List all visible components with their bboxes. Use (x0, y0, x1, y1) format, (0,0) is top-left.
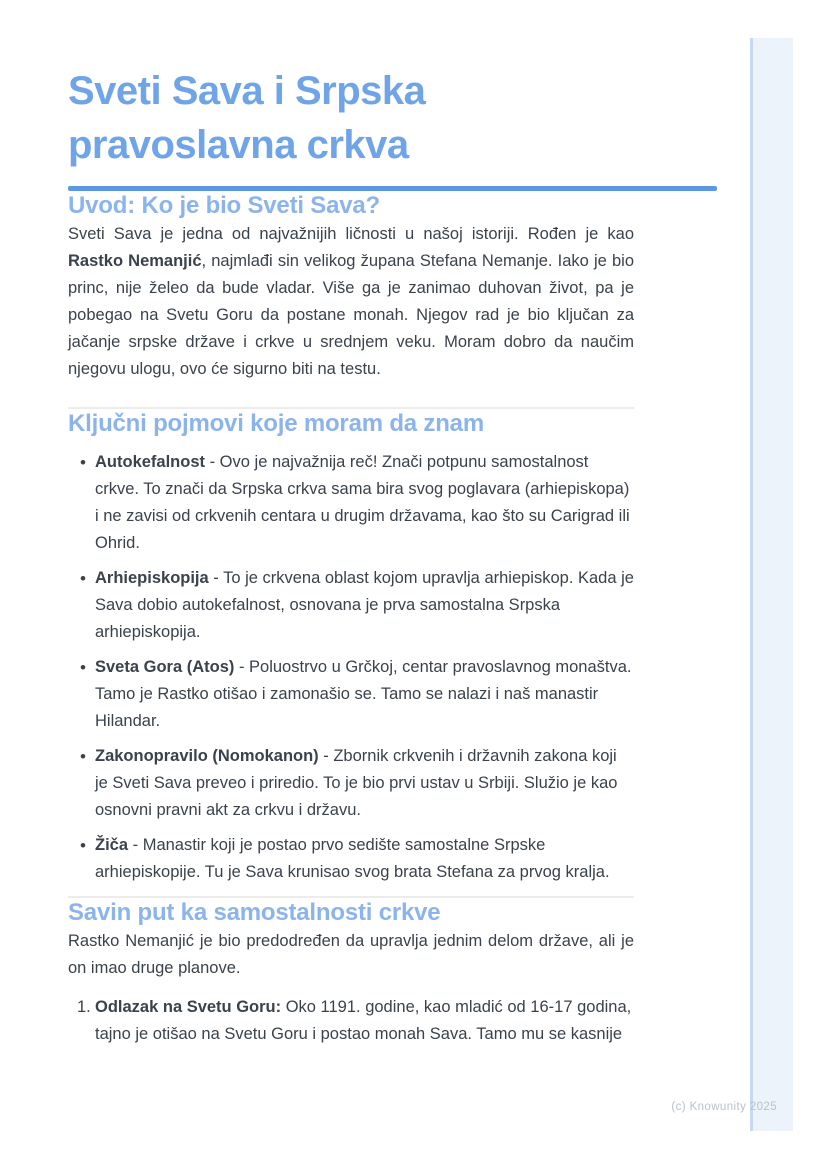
term-definition: - To je crkvena oblast kojom upravlja arhiepiskop. Kada je Sava dobio autokefalnost, osnovana je prva samostalna Srpska arhiepiskopija. (95, 569, 634, 641)
intro-paragraph-run-2: , najmlađi sin velikog župana Stefana Nemanje. Iako je bio princ, nije želeo da bude vladar. Više ga je zanimao duhovan život, pa je pobegao na Svetu Goru da postane monah. Njegov rad je bio ključan za jačanje srpske države i crkve u srednjem veku. Moram dobro da naučim njegovu ulogu, ovo će sigurno biti na testu. (68, 252, 635, 378)
path-intro-paragraph: Rastko Nemanjić je bio predodređen da upravlja jednim delom države, ali je on imao druge planove. (68, 932, 634, 977)
list-item (68, 565, 634, 646)
term-label: Odlazak na Svetu Goru: (95, 998, 282, 1016)
list-item (68, 654, 634, 735)
section-heading-savin-put: Savin put ka samostalnosti crkve (68, 899, 441, 926)
numbered-list-item (68, 994, 634, 1048)
term-definition: - Manastir koji je postao prvo sedište samostalne Srpske arhiepiskopije. Tu je Sava krunisao svog brata Stefana za prvog kralja. (95, 836, 610, 881)
list-item (68, 832, 634, 886)
document-page (68, 0, 634, 1048)
term-label: Zakonopravilo (Nomokanon) (95, 747, 319, 765)
key-terms-list (68, 449, 634, 886)
page-title: Sveti Sava i Srpska pravoslavna crkva (68, 69, 426, 167)
term-definition: - Ovo je najvažnija reč! Znači potpunu samostalnost crkve. To znači da Srpska crkva sama bira svog poglavara (arhiepiskopa) i ne zavisi od crkvenih centara u drugim državama, kao što su Carigrad ili Ohrid. (95, 453, 630, 552)
copyright-watermark: (c) Knowunity 2025 (671, 1101, 777, 1113)
section-heading-pojmovi: Ključni pojmovi koje moram da znam (68, 410, 484, 437)
intro-paragraph-bold-term: Rastko Nemanjić (68, 252, 202, 270)
intro-paragraph (68, 221, 634, 383)
term-definition: - Poluostrvo u Grčkoj, centar pravoslavnog monaštva. Tamo je Rastko otišao i zamonašio se. Tamo se nalazi i naš manastir Hilandar. (95, 658, 632, 730)
item-number: 1. (77, 998, 91, 1016)
intro-paragraph-run-1: Sveti Sava je jedna od najvažnijih ličnosti u našoj istoriji. Rođen je kao (68, 225, 634, 243)
term-definition: - Zbornik crkvenih i državnih zakona koji je Sveti Sava preveo i priredio. To je bio prvi ustav u Srbiji. Služio je kao osnovni pravni akt za crkvu i državu. (95, 747, 618, 819)
list-item (68, 743, 634, 824)
section-heading-uvod: Uvod: Ko je bio Sveti Sava? (68, 192, 381, 219)
term-label: Arhiepiskopija (95, 569, 209, 587)
term-label: Sveta Gora (Atos) (95, 658, 235, 676)
numbered-list (68, 994, 634, 1048)
term-definition: Oko 1191. godine, kao mladić od 16-17 godina, tajno je otišao na Svetu Goru i postao monah Sava. Tamo mu se kasnije (95, 998, 632, 1043)
term-label: Autokefalnost (95, 453, 206, 471)
list-item (68, 449, 634, 557)
page-edge-strip (750, 38, 793, 1131)
term-label: Žiča (95, 836, 129, 854)
